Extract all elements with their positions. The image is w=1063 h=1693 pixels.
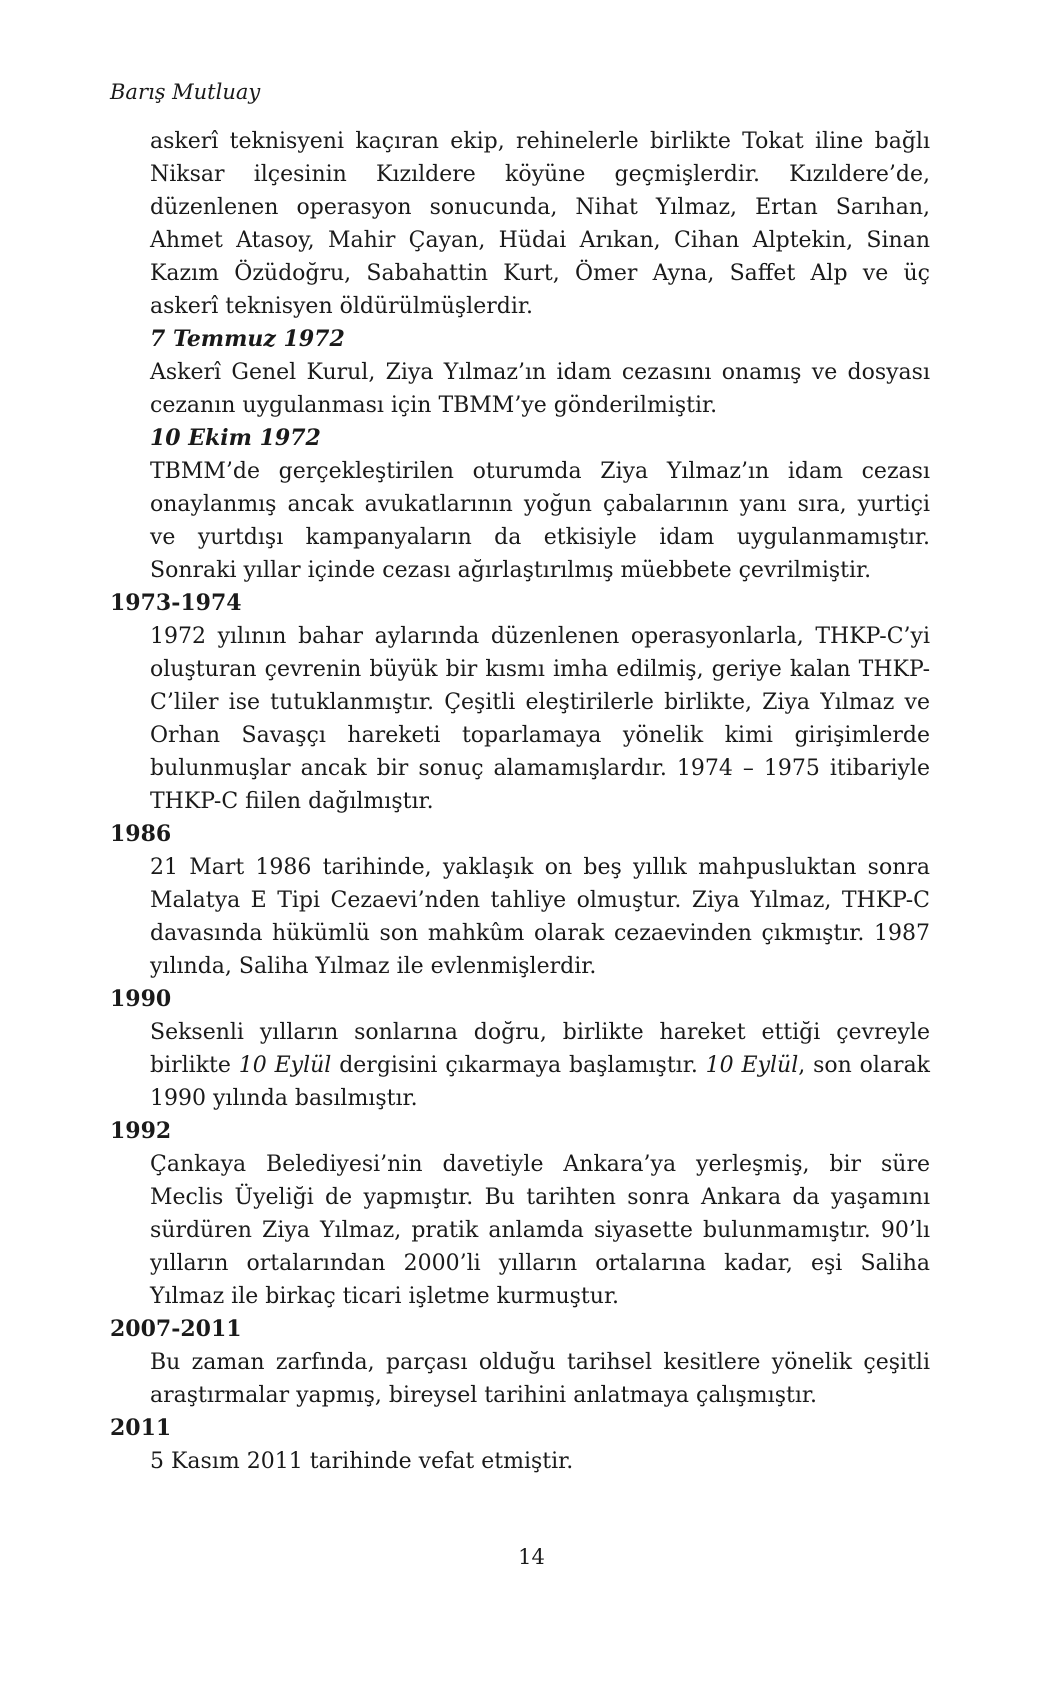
year-heading-1990: 1990 bbox=[110, 986, 172, 1012]
running-header: Barış Mutluay bbox=[110, 80, 261, 104]
entry-text-1986: 21 Mart 1986 tarihinde, yaklaşık on beş yıllık mahpusluktan sonra Malatya E Tipi Cezaevi’nden tahliye olmuştur. Ziya Yılmaz, THKP-C davasında hükümlü son mahkûm olarak cezaevinden çıkmıştır. 1987 yılında, Saliha Yılmaz ile evlenmişlerdir. bbox=[150, 855, 930, 979]
entry-text-1990 bbox=[110, 1016, 930, 1115]
sub-entry-text: Askerî Genel Kurul, Ziya Yılmaz’ın idam cezasını onamış ve dosyası cezanın uygulanması için TBMM’ye gönderilmiştir. bbox=[150, 360, 930, 418]
sub-entry-date: 10 Ekim 1972 bbox=[150, 425, 321, 451]
entry-text-part: , son olarak 1990 yılında basılmıştır. bbox=[150, 1053, 931, 1111]
intro-paragraph: askerî teknisyeni kaçıran ekip, rehinelerle birlikte Tokat iline bağlı Niksar ilçesinin Kızıldere köyüne geçmişlerdir. Kızıldere’de, düzenlenen operasyon sonucunda, Nihat Yılmaz, Ertan Sarıhan, Ahmet Atasoy, Mahir Çayan, Hüdai Arıkan, Cihan Alptekin, Sinan Kazım Özüdoğru, Sabahattin Kurt, Ömer Ayna, Saffet Alp ve üç askerî teknisyen öldürülmüşlerdir. bbox=[150, 129, 930, 319]
magazine-title: 10 Eylül bbox=[238, 1053, 332, 1078]
page-number: 14 bbox=[518, 1545, 545, 1569]
entry-text-part: Seksenli yılların sonlarına doğru, birlikte hareket ettiği çevreyle birlikte bbox=[150, 1020, 930, 1078]
sub-entry-date: 7 Temmuz 1972 bbox=[150, 326, 345, 352]
entry-text-1973-1974: 1972 yılının bahar aylarında düzenlenen operasyonlarla, THKP-C’yi oluşturan çevrenin büyük bir kısmı imha edilmiş, geriye kalan THKP-C’liler ise tutuklanmıştır. Çeşitli eleştirilerle birlikte, Ziya Yılmaz ve Orhan Savaşçı hareketi toparlamaya yönelik kimi girişimlerde bulunmuşlar ancak bir sonuç alamamışlardır. 1974 – 1975 itibariyle THKP-C fiilen dağılmıştır. bbox=[150, 624, 930, 814]
entry-text-1992: Çankaya Belediyesi’nin davetiyle Ankara’ya yerleşmiş, bir süre Meclis Üyeliği de yapmıştır. Bu tarihten sonra Ankara da yaşamını sürdüren Ziya Yılmaz, pratik anlamda siyasette bulunmamıştır. 90’lı yılların ortalarından 2000’li yılların ortalarına kadar, eşi Saliha Yılmaz ile birkaç ticari işletme kurmuştur. bbox=[150, 1152, 930, 1309]
sub-entry-7-temmuz-1972 bbox=[110, 323, 930, 422]
sub-entry-10-ekim-1972 bbox=[110, 422, 930, 587]
year-heading-2011: 2011 bbox=[110, 1415, 172, 1441]
year-heading-1992: 1992 bbox=[110, 1118, 172, 1144]
entry-text-part: dergisini çıkarmaya başlamıştır. bbox=[331, 1053, 706, 1078]
year-heading-2007-2011: 2007-2011 bbox=[110, 1316, 242, 1342]
year-heading-1973-1974: 1973-1974 bbox=[110, 590, 242, 616]
sub-entry-text: TBMM’de gerçekleştirilen oturumda Ziya Yılmaz’ın idam cezası onaylanmış ancak avukatlarının yoğun çabalarının yanı sıra, yurtiçi ve yurtdışı kampanyaların da etkisiyle idam uygulanmamıştır. Sonraki yıllar içinde cezası ağırlaştırılmış müebbete çevrilmiştir. bbox=[150, 459, 930, 583]
entry-text-2007-2011: Bu zaman zarfında, parçası olduğu tarihsel kesitlere yönelik çeşitli araştırmalar yapmış, bireysel tarihini anlatmaya çalışmıştır. bbox=[150, 1350, 930, 1408]
chronology-body bbox=[110, 125, 930, 1478]
year-heading-1986: 1986 bbox=[110, 821, 172, 847]
magazine-title: 10 Eylül bbox=[705, 1053, 799, 1078]
entry-text-2011: 5 Kasım 2011 tarihinde vefat etmiştir. bbox=[150, 1449, 574, 1474]
